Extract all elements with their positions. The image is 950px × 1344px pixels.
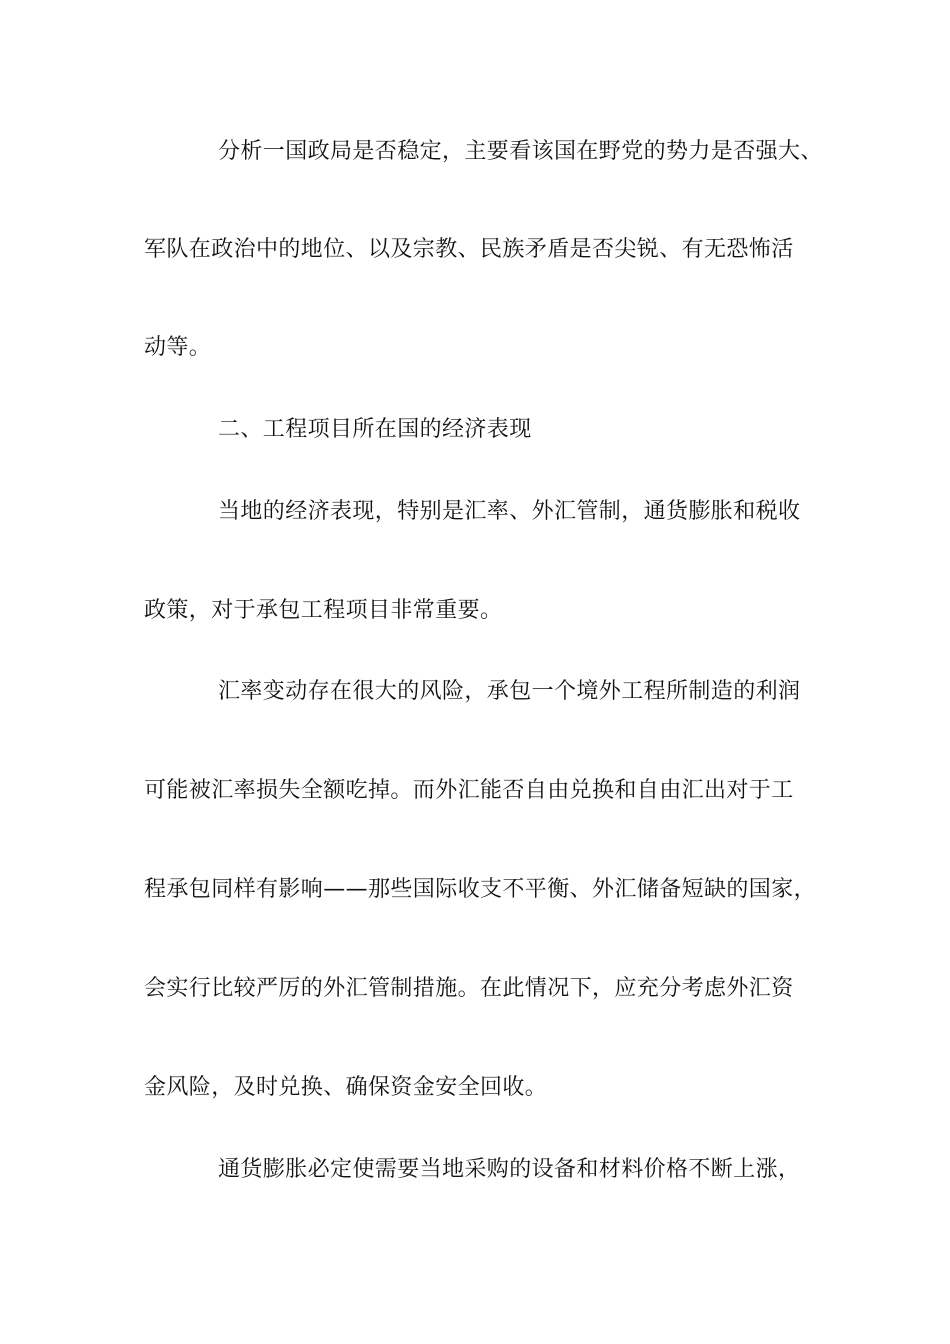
section-heading-economy: 二、工程项目所在国的经济表现 xyxy=(218,417,532,442)
paragraph-exchange-rate-line-3: 程承包同样有影响——那些国际收支不平衡、外汇储备短缺的国家， xyxy=(144,877,817,902)
paragraph-exchange-rate-line-4: 会实行比较严厉的外汇管制措施。在此情况下，应充分考虑外汇资 xyxy=(144,976,794,1001)
paragraph-economy-line-2: 政策，对于承包工程项目非常重要。 xyxy=(144,598,503,623)
paragraph-inflation-line-1: 通货膨胀必定使需要当地采购的设备和材料价格不断上涨， xyxy=(218,1157,801,1182)
paragraph-exchange-rate-line-1: 汇率变动存在很大的风险，承包一个境外工程所制造的利润 xyxy=(218,679,801,704)
paragraph-political-stability-line-2: 军队在政治中的地位、以及宗教、民族矛盾是否尖锐、有无恐怖活 xyxy=(144,237,794,262)
paragraph-political-stability-line-3: 动等。 xyxy=(144,335,212,360)
paragraph-exchange-rate-line-2: 可能被汇率损失全额吃掉。而外汇能否自由兑换和自由汇出对于工 xyxy=(144,778,794,803)
paragraph-exchange-rate-line-5: 金风险，及时兑换、确保资金安全回收。 xyxy=(144,1075,548,1100)
paragraph-economy-line-1: 当地的经济表现，特别是汇率、外汇管制，通货膨胀和税收 xyxy=(218,499,801,524)
paragraph-political-stability-line-1: 分析一国政局是否稳定，主要看该国在野党的势力是否强大、 xyxy=(218,139,823,164)
